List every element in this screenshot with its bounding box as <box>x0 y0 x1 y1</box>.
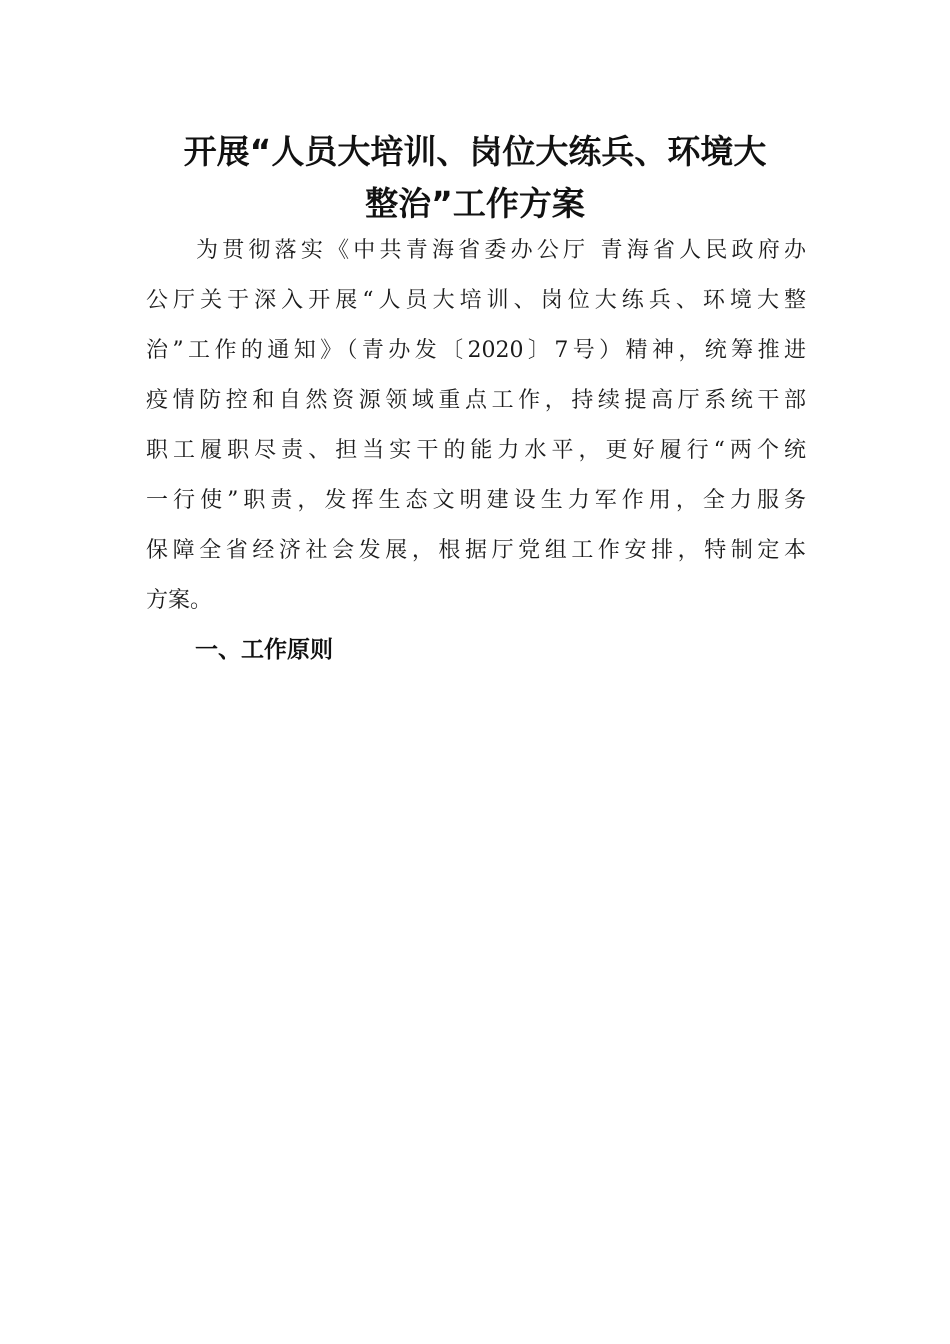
paragraph-line: 职工履职尽责、担当实干的能力水平，更好履行“两个统 <box>146 438 806 463</box>
intro-paragraph <box>146 226 806 626</box>
paragraph-line: 为贯彻落实《中共青海省委办公厅 青海省人民政府办 <box>196 238 806 263</box>
paragraph-line: 一行使”职责，发挥生态文明建设生力军作用，全力服务 <box>146 488 806 513</box>
paragraph-line: 治”工作的通知》（青办发〔2020〕7号）精神，统筹推进 <box>146 338 806 363</box>
document-title-line-1: 开展“人员大培训、岗位大练兵、环境大 <box>183 132 767 171</box>
paragraph-line: 公厅关于深入开展“人员大培训、岗位大练兵、环境大整 <box>146 288 806 313</box>
paragraph-line: 疫情防控和自然资源领域重点工作，持续提高厅系统干部 <box>146 388 806 413</box>
paragraph-line: 保障全省经济社会发展，根据厅党组工作安排，特制定本 <box>146 538 806 563</box>
document-title-line-2: 整治”工作方案 <box>365 184 585 223</box>
paragraph-line: 方案。 <box>146 588 213 613</box>
section-heading: 一、工作原则 <box>195 637 333 663</box>
